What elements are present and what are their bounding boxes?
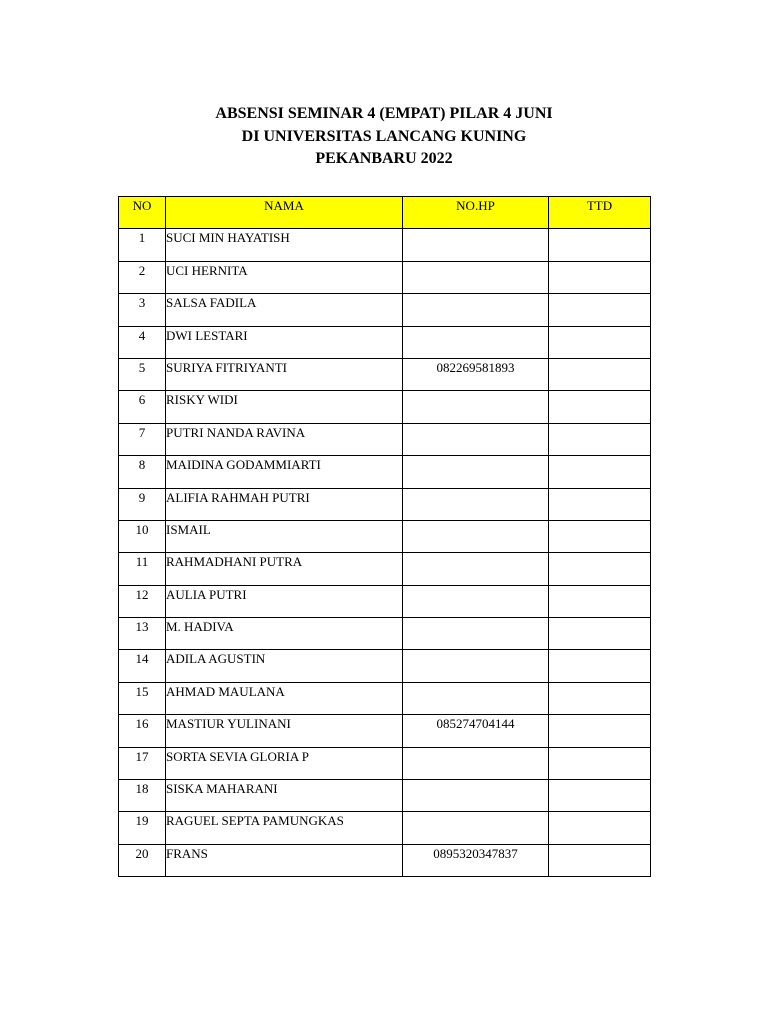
- row-name: RAHMADHANI PUTRA: [166, 553, 403, 585]
- row-phone: [403, 682, 549, 714]
- row-phone: [403, 780, 549, 812]
- row-name: AHMAD MAULANA: [166, 682, 403, 714]
- row-number: 20: [119, 844, 166, 876]
- row-name: MAIDINA GODAMMIARTI: [166, 456, 403, 488]
- row-number: 19: [119, 812, 166, 844]
- row-phone: 082269581893: [403, 358, 549, 390]
- row-number: 9: [119, 488, 166, 520]
- table-row: [119, 456, 651, 488]
- row-name: RISKY WIDI: [166, 391, 403, 423]
- row-signature: [549, 585, 651, 617]
- row-signature: [549, 488, 651, 520]
- header-no: NO: [119, 197, 166, 229]
- row-signature: [549, 229, 651, 261]
- row-signature: [549, 261, 651, 293]
- row-name: PUTRI NANDA RAVINA: [166, 423, 403, 455]
- row-name: MASTIUR YULINANI: [166, 715, 403, 747]
- table-row: [119, 553, 651, 585]
- row-signature: [549, 423, 651, 455]
- table-row: [119, 488, 651, 520]
- row-signature: [549, 358, 651, 390]
- row-number: 12: [119, 585, 166, 617]
- header-ttd: TTD: [549, 197, 651, 229]
- row-signature: [549, 553, 651, 585]
- row-number: 14: [119, 650, 166, 682]
- header-nama: NAMA: [166, 197, 403, 229]
- row-name: ISMAIL: [166, 520, 403, 552]
- row-number: 8: [119, 456, 166, 488]
- table-row: [119, 585, 651, 617]
- attendance-table: [118, 196, 651, 877]
- row-number: 6: [119, 391, 166, 423]
- row-name: RAGUEL SEPTA PAMUNGKAS: [166, 812, 403, 844]
- row-name: ADILA AGUSTIN: [166, 650, 403, 682]
- table-row: [119, 780, 651, 812]
- row-phone: [403, 261, 549, 293]
- row-phone: 0895320347837: [403, 844, 549, 876]
- row-name: FRANS: [166, 844, 403, 876]
- row-name: AULIA PUTRI: [166, 585, 403, 617]
- table-row: [119, 844, 651, 876]
- table-row: [119, 520, 651, 552]
- row-number: 17: [119, 747, 166, 779]
- table-row: [119, 812, 651, 844]
- row-phone: [403, 553, 549, 585]
- table-header-row: [119, 197, 651, 229]
- row-signature: [549, 391, 651, 423]
- row-name: M. HADIVA: [166, 618, 403, 650]
- row-name: SURIYA FITRIYANTI: [166, 358, 403, 390]
- row-name: SALSA FADILA: [166, 294, 403, 326]
- row-name: SORTA SEVIA GLORIA P: [166, 747, 403, 779]
- table-row: [119, 650, 651, 682]
- row-number: 4: [119, 326, 166, 358]
- row-number: 13: [119, 618, 166, 650]
- row-phone: [403, 812, 549, 844]
- row-phone: [403, 326, 549, 358]
- row-name: DWI LESTARI: [166, 326, 403, 358]
- row-number: 18: [119, 780, 166, 812]
- title-line-2: DI UNIVERSITAS LANCANG KUNING: [241, 127, 527, 145]
- row-number: 1: [119, 229, 166, 261]
- row-number: 2: [119, 261, 166, 293]
- row-signature: [549, 326, 651, 358]
- table-row: [119, 715, 651, 747]
- row-name: SISKA MAHARANI: [166, 780, 403, 812]
- title-line-1: ABSENSI SEMINAR 4 (EMPAT) PILAR 4 JUNI: [215, 105, 553, 122]
- row-signature: [549, 456, 651, 488]
- header-no-hp: NO.HP: [403, 197, 549, 229]
- row-signature: [549, 294, 651, 326]
- row-phone: 085274704144: [403, 715, 549, 747]
- table-row: [119, 618, 651, 650]
- row-name: SUCI MIN HAYATISH: [166, 229, 403, 261]
- row-signature: [549, 812, 651, 844]
- table-row: [119, 294, 651, 326]
- row-number: 3: [119, 294, 166, 326]
- row-phone: [403, 618, 549, 650]
- table-row: [119, 423, 651, 455]
- row-signature: [549, 844, 651, 876]
- row-number: 16: [119, 715, 166, 747]
- row-phone: [403, 391, 549, 423]
- document-title: [0, 103, 768, 171]
- row-signature: [549, 780, 651, 812]
- table-row: [119, 261, 651, 293]
- table-row: [119, 747, 651, 779]
- row-name: ALIFIA RAHMAH PUTRI: [166, 488, 403, 520]
- row-signature: [549, 650, 651, 682]
- row-number: 5: [119, 358, 166, 390]
- row-signature: [549, 682, 651, 714]
- row-phone: [403, 488, 549, 520]
- table-row: [119, 682, 651, 714]
- row-phone: [403, 294, 549, 326]
- row-signature: [549, 618, 651, 650]
- row-phone: [403, 585, 549, 617]
- row-number: 11: [119, 553, 166, 585]
- row-name: UCI HERNITA: [166, 261, 403, 293]
- row-phone: [403, 650, 549, 682]
- table-row: [119, 229, 651, 261]
- table-row: [119, 358, 651, 390]
- row-signature: [549, 747, 651, 779]
- row-signature: [549, 715, 651, 747]
- table-row: [119, 391, 651, 423]
- row-number: 10: [119, 520, 166, 552]
- row-number: 7: [119, 423, 166, 455]
- row-phone: [403, 520, 549, 552]
- row-number: 15: [119, 682, 166, 714]
- table-body: [119, 229, 651, 877]
- row-phone: [403, 229, 549, 261]
- row-phone: [403, 423, 549, 455]
- row-signature: [549, 520, 651, 552]
- title-line-3: PEKANBARU 2022: [315, 150, 453, 167]
- table-row: [119, 326, 651, 358]
- row-phone: [403, 747, 549, 779]
- row-phone: [403, 456, 549, 488]
